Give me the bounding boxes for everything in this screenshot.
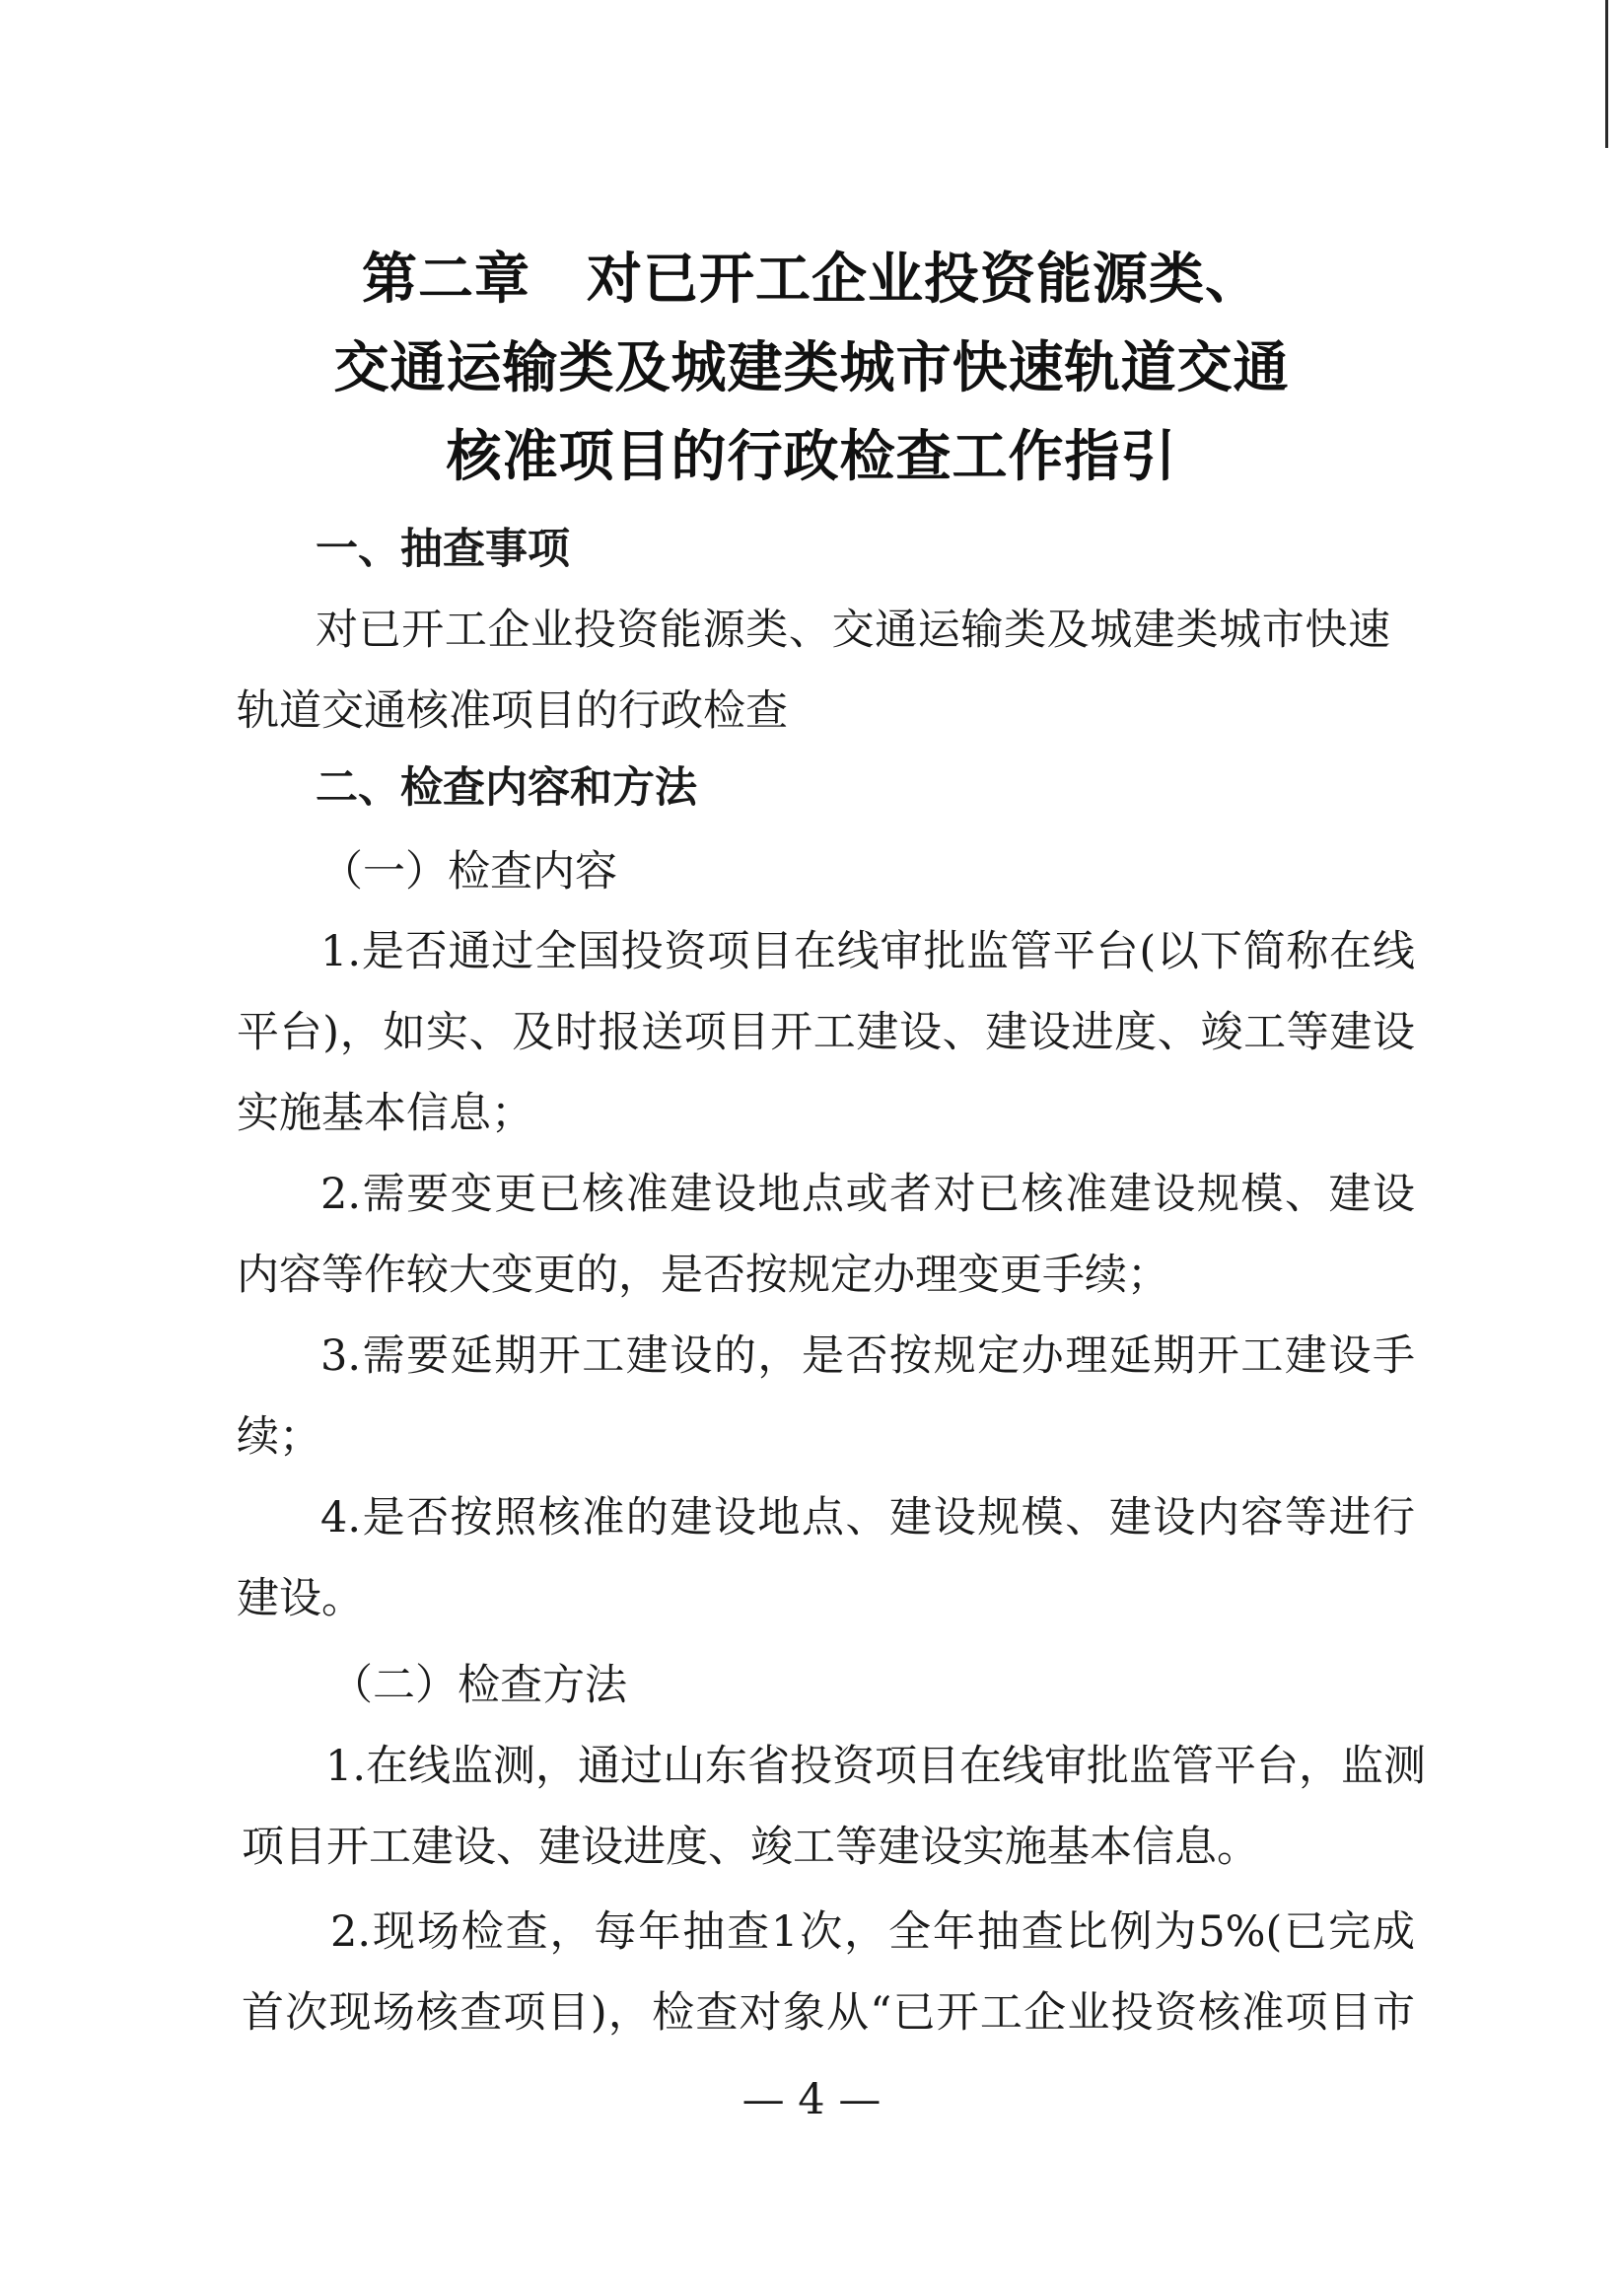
section-1-paragraph-line-1: 对已开工企业投资能源类、交通运输类及城建类城市快速 (316, 606, 1390, 655)
chapter-title-line-2: 交通运输类及城建类城市快速轨道交通 (333, 335, 1290, 400)
scan-edge-line (1605, 0, 1608, 148)
section-1-heading: 一、抽查事项 (316, 525, 570, 574)
chapter-title-line-1: 第二章 对已开工企业投资能源类、 (362, 247, 1261, 312)
content-item-3-line-2: 续； (237, 1412, 321, 1462)
method-item-2-line-1: 2.现场检查，每年抽查1次，全年抽查比例为5%(已完成 (330, 1907, 1415, 1957)
content-item-2-line-2: 内容等作较大变更的，是否按规定办理变更手续； (237, 1251, 1169, 1300)
content-item-1-line-3: 实施基本信息； (237, 1089, 533, 1138)
method-item-2-line-2: 首次现场核查项目)，检查对象从“已开工企业投资核准项目市 (242, 1988, 1415, 2038)
content-item-3-line-1: 3.需要延期开工建设的，是否按规定办理延期开工建设手 (320, 1331, 1415, 1381)
subsection-1-heading: （一）检查内容 (320, 847, 617, 897)
method-item-1-line-2: 项目开工建设、建设进度、竣工等建设实施基本信息。 (242, 1823, 1259, 1872)
subsection-2-heading: （二）检查方法 (330, 1661, 627, 1710)
section-1-paragraph-line-2: 轨道交通核准项目的行政检查 (237, 686, 788, 736)
page-number: — 4 — (741, 2075, 882, 2124)
content-item-1-line-1: 1.是否通过全国投资项目在线审批监管平台(以下简称在线 (320, 927, 1415, 976)
content-item-1-line-2: 平台)，如实、及时报送项目开工建设、建设进度、竣工等建设 (237, 1008, 1415, 1057)
section-2-heading: 二、检查内容和方法 (316, 763, 697, 813)
method-item-1-line-1: 1.在线监测，通过山东省投资项目在线审批监管平台，监测 (325, 1742, 1427, 1791)
content-item-4-line-1: 4.是否按照核准的建设地点、建设规模、建设内容等进行 (320, 1493, 1415, 1543)
content-item-4-line-2: 建设。 (237, 1574, 364, 1623)
chapter-title-line-3: 核准项目的行政检查工作指引 (446, 424, 1177, 489)
content-item-2-line-1: 2.需要变更已核准建设地点或者对已核准建设规模、建设 (320, 1170, 1415, 1219)
